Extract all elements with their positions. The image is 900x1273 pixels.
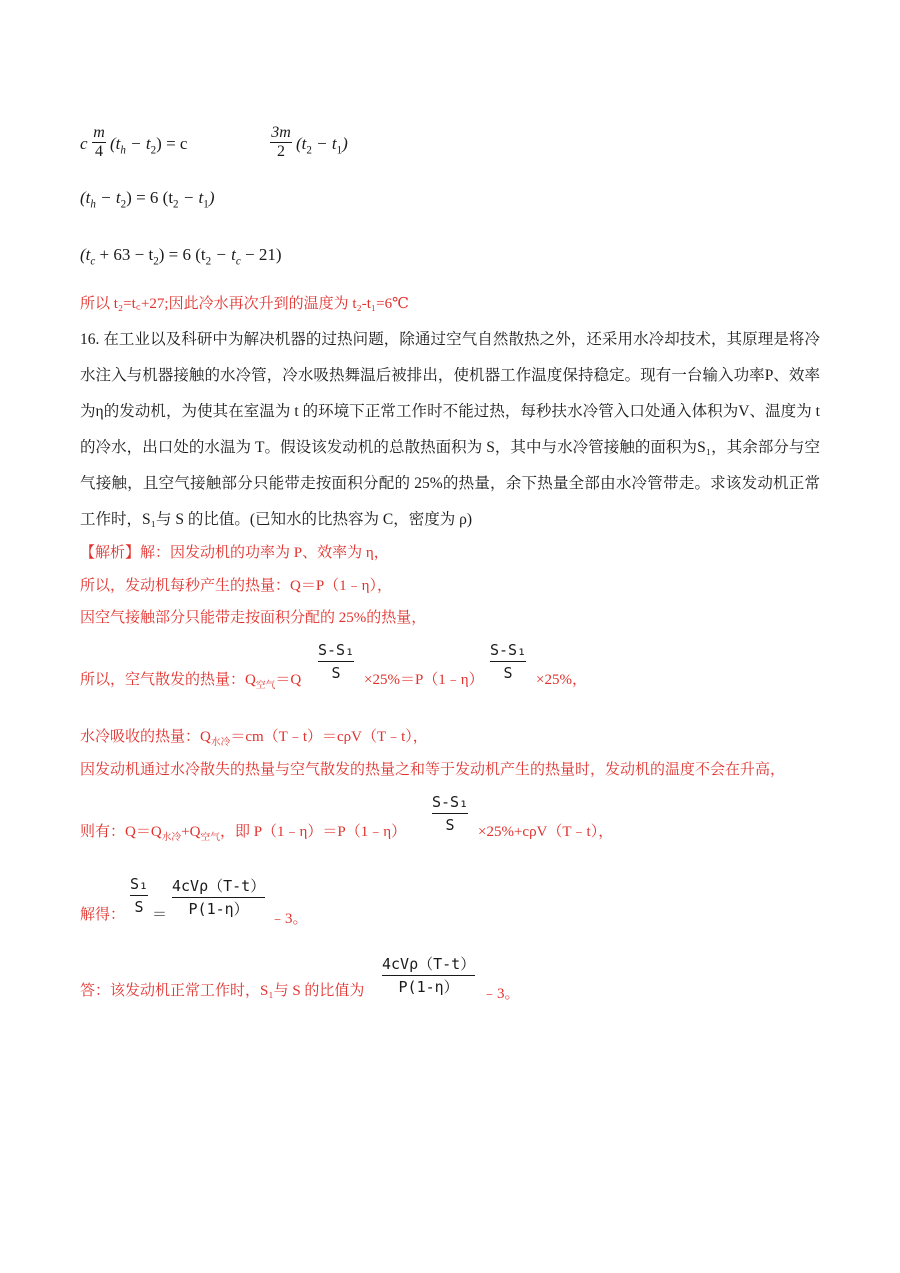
solve-label: 解得： [80,907,126,923]
solution-line-4-end: ×25%， [536,672,587,688]
question-16-text: 16. 在工业以及科研中为解决机器的过热问题，除通过空气自然散热之外，还采用水冷却技术，其原理是将冷水注入与机器接触的水冷管，冷水吸热舞温后被排出，使机器工作温度保持稳定。现有一台输入功率P、效率为η的发动机，为使其在室温为 t 的环境下正常工作时不能过热，每秒扶水冷管入口处通入体积为V、温度为 t 的冷水，出口处的水温为 T。假设该发动机的总散热面积为 S，其中与水冷管接触的面积为S₁，其余部分与空气接触，且空气接触部分只能带走按面积分配的 25%的热量，余下热量全部由水冷管带走。求该发动机正常工作时，S₁与 S 的比值。(已知水的比热容为 C，密度为 ρ) [80,331,820,528]
analysis-tag: 【解析】 [80,545,141,561]
conclusion-line: 所以 t₂=t꜀+27;因此冷水再次升到的温度为 t₂-t₁=6℃ [80,296,409,312]
equation-1: c m 4 $(t_h - t_2) = c$ 3m 2 $(t_2 - t_1)$ [80,124,348,160]
solution-line-7: 则有：$Q=Q_{水冷}+Q_{空气}$，即 P（1﹣η）＝P（1﹣η） [80,824,407,843]
equation-2: $(t_h - t_2) = 6$ $(t_2 - t_1)$ [80,188,215,211]
equals-sign: ＝ [152,907,168,923]
answer-line: 答：该发动机正常工作时，S₁与 S 的比值为 [80,983,365,999]
answer-minus-three: ﹣3。 [482,986,520,1002]
equation-3: $(t_c + 63 - t_2) = 6$ $(t_2 - t_c - 21)$ [80,245,282,268]
fraction-s-minus-s1-over-s-1: S-S₁ S [318,641,355,682]
solution-line-4: 所以，空气散发的热量：$Q_{空气}=Q$ [80,672,302,691]
eq1-fraction-3m-2: 3m 2 [271,124,291,160]
solution-line-6: 因发动机通过水冷散失的热量与空气散发的热量之和等于发动机产生的热量时，发动机的温度不会在升高， [80,762,786,778]
solution-line-7-end: ×25%+cρV（T﹣t）， [478,824,614,840]
solution-line-3: 因空气接触部分只能带走按面积分配的 25%的热量， [80,610,427,626]
eq1-fraction-m-4: m 4 [93,124,105,160]
solution-line-4-mid: ×25%＝P（1﹣η） [364,672,484,688]
fraction-s-minus-s1-over-s-3: S-S₁ S [432,793,469,834]
fraction-s-minus-s1-over-s-2: S-S₁ S [490,641,527,682]
eq1-c: c [80,134,88,153]
ratio-s1-over-s: S₁ S [130,875,149,916]
solution-line-1: 【解析】解：因发动机的功率为 P、效率为 η， [80,545,389,561]
solution-line-2: 所以，发动机每秒产生的热量：Q＝P（1﹣η）， [80,578,393,594]
solution-line-5: 水冷吸收的热量：$Q_{水冷}=cm(T﹣t)=c\rho V(T﹣t)$， [80,729,428,748]
minus-three: ﹣3。 [270,911,308,927]
answer-fraction: 4cVρ（T-t） P(1-η） [382,955,476,996]
result-fraction: 4cVρ（T-t） P(1-η） [172,877,266,918]
